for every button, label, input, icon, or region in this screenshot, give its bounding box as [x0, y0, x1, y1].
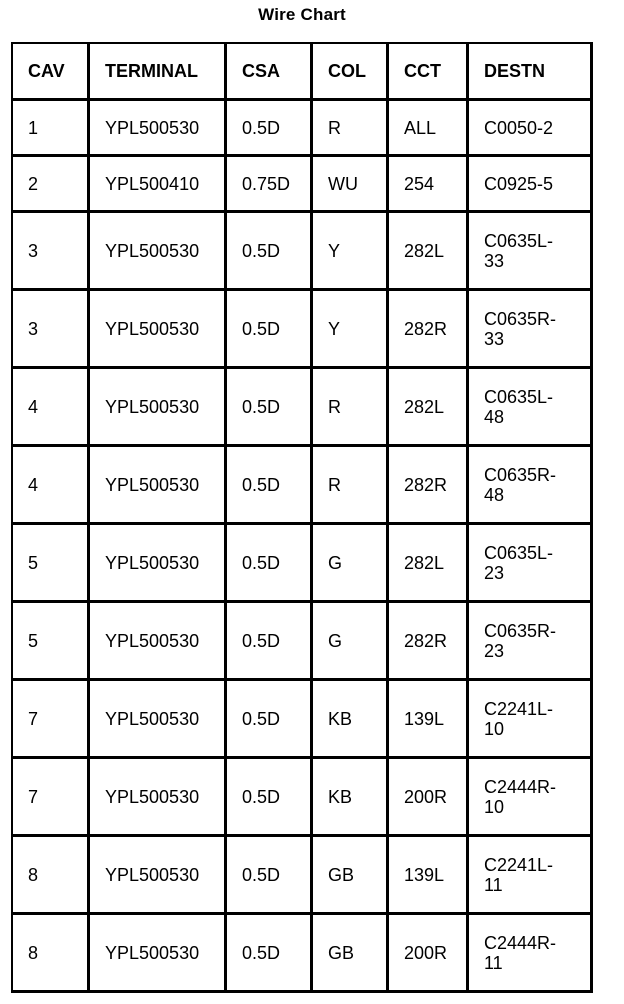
cell-terminal: YPL500530	[90, 447, 227, 525]
table-row	[13, 447, 593, 525]
cell-col: G	[313, 603, 389, 681]
cell-col: GB	[313, 915, 389, 993]
table-row	[13, 681, 593, 759]
table-row	[13, 101, 593, 157]
cell-terminal: YPL500410	[90, 157, 227, 213]
cell-csa: 0.5D	[227, 525, 313, 603]
cell-cct: ALL	[389, 101, 469, 157]
cell-cct: 282L	[389, 525, 469, 603]
cell-cav: 7	[13, 681, 90, 759]
cell-col: KB	[313, 759, 389, 837]
cell-csa: 0.5D	[227, 447, 313, 525]
cell-col: KB	[313, 681, 389, 759]
cell-cav: 5	[13, 525, 90, 603]
cell-cav: 1	[13, 101, 90, 157]
cell-col: GB	[313, 837, 389, 915]
cell-destn: C0635R-33	[469, 291, 593, 369]
table-row	[13, 291, 593, 369]
cell-cav: 8	[13, 837, 90, 915]
cell-csa: 0.5D	[227, 291, 313, 369]
cell-destn: C0635L-23	[469, 525, 593, 603]
cell-destn: C0925-5	[469, 157, 593, 213]
wire-chart-table	[11, 42, 593, 993]
header-col: COL	[313, 44, 389, 101]
cell-terminal: YPL500530	[90, 369, 227, 447]
cell-csa: 0.75D	[227, 157, 313, 213]
cell-cav: 5	[13, 603, 90, 681]
table-row	[13, 213, 593, 291]
header-cct: CCT	[389, 44, 469, 101]
cell-cav: 2	[13, 157, 90, 213]
cell-destn: C2241L-11	[469, 837, 593, 915]
cell-csa: 0.5D	[227, 915, 313, 993]
cell-cct: 200R	[389, 759, 469, 837]
header-cav: CAV	[13, 44, 90, 101]
header-csa: CSA	[227, 44, 313, 101]
table-header-row	[13, 44, 593, 101]
cell-cct: 282L	[389, 369, 469, 447]
cell-csa: 0.5D	[227, 759, 313, 837]
header-terminal: TERMINAL	[90, 44, 227, 101]
table-row	[13, 157, 593, 213]
cell-cct: 282R	[389, 291, 469, 369]
table-row	[13, 525, 593, 603]
table-row	[13, 915, 593, 993]
cell-cav: 4	[13, 447, 90, 525]
cell-col: R	[313, 369, 389, 447]
cell-terminal: YPL500530	[90, 101, 227, 157]
cell-csa: 0.5D	[227, 213, 313, 291]
cell-terminal: YPL500530	[90, 603, 227, 681]
cell-destn: C0635R-23	[469, 603, 593, 681]
cell-cct: 254	[389, 157, 469, 213]
cell-cav: 3	[13, 213, 90, 291]
cell-cct: 282R	[389, 603, 469, 681]
cell-cct: 139L	[389, 837, 469, 915]
cell-terminal: YPL500530	[90, 213, 227, 291]
cell-terminal: YPL500530	[90, 759, 227, 837]
cell-cav: 7	[13, 759, 90, 837]
cell-cct: 282R	[389, 447, 469, 525]
cell-terminal: YPL500530	[90, 291, 227, 369]
cell-terminal: YPL500530	[90, 681, 227, 759]
cell-csa: 0.5D	[227, 681, 313, 759]
cell-csa: 0.5D	[227, 369, 313, 447]
cell-destn: C0050-2	[469, 101, 593, 157]
header-destn: DESTN	[469, 44, 593, 101]
cell-csa: 0.5D	[227, 603, 313, 681]
cell-col: R	[313, 101, 389, 157]
cell-col: Y	[313, 291, 389, 369]
cell-cav: 4	[13, 369, 90, 447]
cell-col: WU	[313, 157, 389, 213]
cell-csa: 0.5D	[227, 101, 313, 157]
cell-col: R	[313, 447, 389, 525]
table-row	[13, 603, 593, 681]
cell-cav: 3	[13, 291, 90, 369]
cell-col: G	[313, 525, 389, 603]
page-title: Wire Chart	[258, 5, 346, 24]
cell-destn: C0635L-48	[469, 369, 593, 447]
cell-cav: 8	[13, 915, 90, 993]
cell-destn: C2444R-11	[469, 915, 593, 993]
cell-destn: C0635L-33	[469, 213, 593, 291]
cell-csa: 0.5D	[227, 837, 313, 915]
cell-cct: 282L	[389, 213, 469, 291]
cell-cct: 139L	[389, 681, 469, 759]
cell-terminal: YPL500530	[90, 525, 227, 603]
table-row	[13, 369, 593, 447]
cell-cct: 200R	[389, 915, 469, 993]
table-row	[13, 759, 593, 837]
cell-terminal: YPL500530	[90, 915, 227, 993]
cell-destn: C2444R-10	[469, 759, 593, 837]
cell-destn: C0635R-48	[469, 447, 593, 525]
cell-destn: C2241L-10	[469, 681, 593, 759]
cell-col: Y	[313, 213, 389, 291]
table-row	[13, 837, 593, 915]
cell-terminal: YPL500530	[90, 837, 227, 915]
